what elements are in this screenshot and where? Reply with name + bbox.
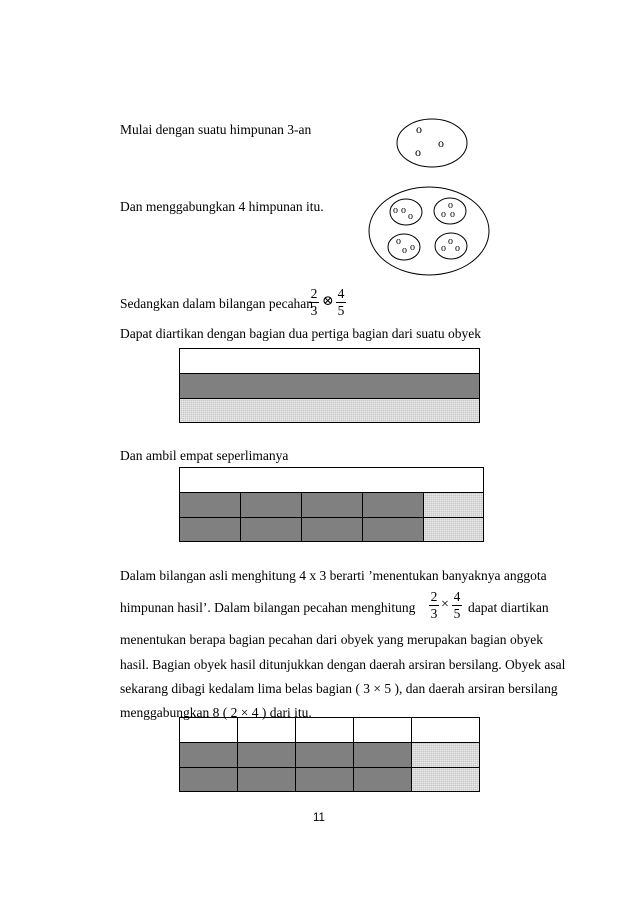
cell-unshaded bbox=[412, 718, 479, 742]
cell-dark bbox=[363, 518, 424, 541]
set-element: o bbox=[441, 209, 446, 220]
numerator: 2 bbox=[430, 589, 438, 604]
cell-dark bbox=[354, 743, 412, 767]
cell-dark bbox=[180, 493, 241, 517]
paragraph-fraction-intro: Sedangkan dalam bilangan pecahan bbox=[120, 296, 314, 311]
thirds-diagram bbox=[179, 348, 480, 423]
times-operator: × bbox=[441, 597, 449, 612]
set-element: o bbox=[408, 211, 413, 222]
cell-dark bbox=[241, 518, 302, 541]
set-element: o bbox=[401, 205, 406, 216]
paragraph-line: himpunan hasil’. Dalam bilangan pecahan menghitung bbox=[120, 600, 416, 615]
cell-light bbox=[424, 493, 483, 517]
cell-light bbox=[412, 768, 479, 791]
numerator: 4 bbox=[453, 589, 461, 604]
row-unshaded bbox=[180, 349, 479, 374]
set-element: o bbox=[410, 242, 415, 253]
four-sets-diagram bbox=[368, 186, 494, 278]
cell-unshaded bbox=[238, 718, 296, 742]
set-element: o bbox=[415, 145, 421, 159]
paragraph-combine-sets: Dan menggabungkan 4 himpunan itu. bbox=[120, 199, 324, 214]
page-number: 11 bbox=[313, 812, 325, 824]
set-element: o bbox=[455, 243, 460, 254]
set-element: o bbox=[438, 136, 444, 150]
paragraph-start-set: Mulai dengan suatu himpunan 3-an bbox=[120, 122, 312, 137]
set-element: o bbox=[396, 236, 401, 247]
row-unshaded bbox=[180, 468, 483, 493]
set-element: o bbox=[402, 245, 407, 256]
cell-dark bbox=[180, 743, 238, 767]
row-bottom bbox=[180, 768, 479, 791]
paragraph-line: dapat diartikan bbox=[468, 600, 549, 615]
set-element: o bbox=[393, 205, 398, 216]
cell-light bbox=[424, 518, 483, 541]
set-of-three-diagram bbox=[396, 118, 470, 168]
cell-unshaded bbox=[296, 718, 354, 742]
numerator: 4 bbox=[337, 286, 345, 301]
set-element: o bbox=[450, 209, 455, 220]
set-element: o bbox=[441, 243, 446, 254]
denominator: 3 bbox=[430, 606, 438, 621]
cell-unshaded bbox=[354, 718, 412, 742]
cell-dark bbox=[180, 518, 241, 541]
numerator: 2 bbox=[310, 286, 318, 301]
cell-dark bbox=[241, 493, 302, 517]
row-top bbox=[180, 718, 479, 743]
cell-dark bbox=[296, 768, 354, 791]
paragraph-line: menggabungkan 8 ( 2 × 4 ) dari itu. bbox=[120, 705, 312, 720]
paragraph-line: sekarang dibagi kedalam lima belas bagian ( 3 × 5 ), dan daerah arsiran bersilang bbox=[120, 681, 558, 696]
row-middle bbox=[180, 743, 479, 768]
fifths-diagram bbox=[179, 467, 484, 542]
paragraph-line: menentukan berapa bagian pecahan dari obyek yang merupakan bagian obyek bbox=[120, 632, 543, 647]
row-shaded-light bbox=[180, 399, 479, 422]
paragraph-two-thirds: Dapat diartikan dengan bagian dua pertiga bagian dari suatu obyek bbox=[120, 326, 481, 341]
denominator: 5 bbox=[337, 303, 345, 318]
fifteenths-diagram bbox=[179, 717, 480, 792]
cell-dark bbox=[302, 493, 363, 517]
cell-light bbox=[412, 743, 479, 767]
tensor-operator: ⊗ bbox=[322, 294, 334, 309]
row-bottom bbox=[180, 518, 483, 541]
cell-dark bbox=[363, 493, 424, 517]
cell-dark bbox=[180, 768, 238, 791]
cell-dark bbox=[296, 743, 354, 767]
paragraph-four-fifths: Dan ambil empat seperlimanya bbox=[120, 448, 289, 463]
paragraph-line: hasil. Bagian obyek hasil ditunjukkan dengan daerah arsiran bersilang. Obyek asal bbox=[120, 657, 566, 672]
set-element: o bbox=[448, 236, 453, 247]
cell-dark bbox=[354, 768, 412, 791]
set-element: o bbox=[416, 122, 422, 136]
paragraph-line: Dalam bilangan asli menghitung 4 x 3 berarti ’menentukan banyaknya anggota bbox=[120, 568, 547, 583]
row-middle bbox=[180, 493, 483, 518]
denominator: 5 bbox=[453, 606, 461, 621]
cell-dark bbox=[238, 768, 296, 791]
cell-unshaded bbox=[180, 718, 238, 742]
cell-dark bbox=[302, 518, 363, 541]
cell-dark bbox=[238, 743, 296, 767]
set-element: o bbox=[448, 200, 453, 211]
denominator: 3 bbox=[310, 303, 318, 318]
row-shaded-dark bbox=[180, 374, 479, 399]
